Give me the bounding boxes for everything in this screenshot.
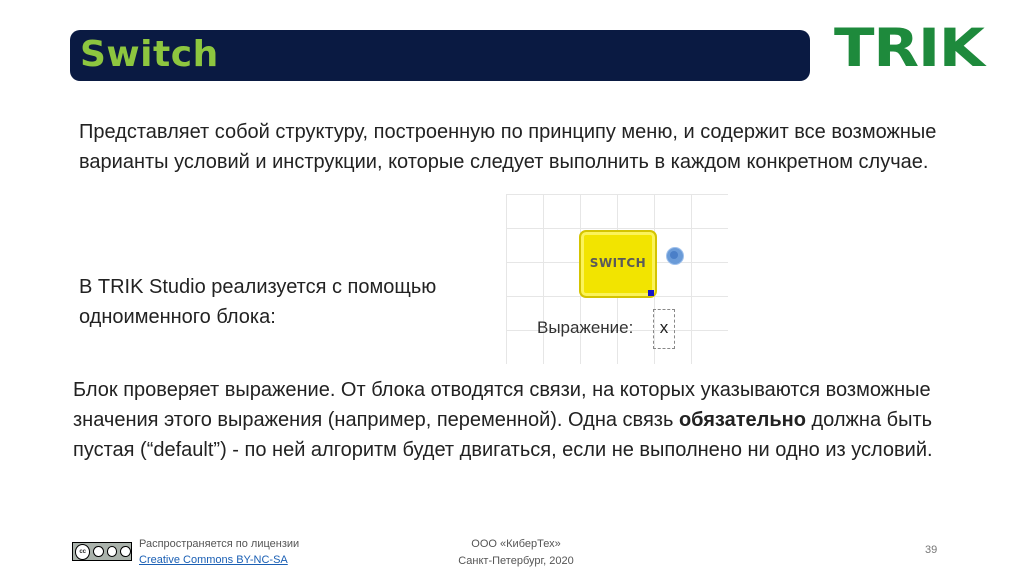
switch-block[interactable] [579, 230, 657, 298]
implementation-paragraph: В TRIK Studio реализуется с помощью одноименного блока: [79, 276, 437, 328]
expression-label: Выражение: [537, 318, 634, 337]
connection-port-icon[interactable] [666, 247, 684, 265]
slide-title: Switch [80, 34, 219, 75]
explanation-paragraph [73, 375, 973, 465]
license-link[interactable]: Creative Commons BY-NC-SA [139, 554, 288, 566]
license-notice [139, 536, 299, 568]
explanation-bold-word: обязательно [678, 409, 806, 431]
switch-block-label: SWITCH [589, 256, 647, 270]
license-text: Распространяется по лицензии [139, 538, 300, 550]
org-name: ООО «КиберТех» [471, 538, 561, 550]
by-icon [93, 546, 104, 557]
expression-value-field[interactable]: x [653, 309, 675, 349]
title-bar [70, 30, 810, 81]
cc-circle-icon: cc [75, 544, 90, 560]
resize-handle-icon[interactable] [648, 290, 654, 296]
nc-icon [107, 546, 118, 557]
page-number: 39 [925, 544, 938, 556]
cc-by-nc-sa-icon [72, 542, 132, 561]
switch-block-diagram [506, 194, 728, 364]
intro-paragraph: Представляет собой структуру, построенную по принципу меню, и содержит все возможные варианты условий и инструкции, которые следует выполнить в каждом конкретном случае. [79, 121, 937, 173]
explanation-text-2: должна быть пустая (“default”) - по ней алгоритм будет двигаться, если не выполнено ни одно из условий. [73, 409, 933, 461]
trik-logo: TRIK [834, 18, 984, 79]
org-city: Санкт-Петербург, 2020 [458, 555, 574, 567]
explanation-text-1: Блок проверяет выражение. От блока отводятся связи, на которых указываются возможные значения этого выражения (например, переменной). Одна связь [73, 379, 931, 431]
sa-icon [120, 546, 131, 557]
organization-info [452, 536, 580, 570]
